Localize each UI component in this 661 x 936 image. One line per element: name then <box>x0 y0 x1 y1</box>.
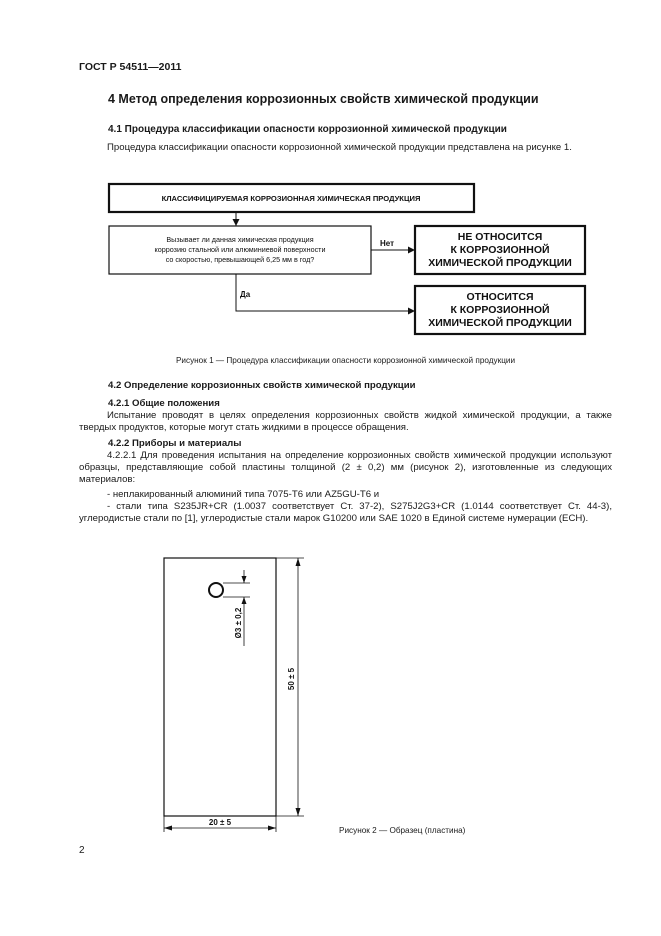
not-applicable-line-2: К КОРРОЗИОННОЙ <box>450 244 550 256</box>
subsection-4-1-text: Процедура классификации опасности коррозионной химической продукции представлена на рисунке 1. <box>107 142 572 153</box>
figure-1-caption: Рисунок 1 — Процедура классификации опасности коррозионной химической продукции <box>175 356 516 365</box>
list-item-steel: - стали типа S235JR+CR (1.0037 соответствует Ст. 37-2), S275J2G3+CR (1.0144 соответствует Ст. 44-3), углеродистые стали по [1], углеродистые стали марок G10200 или SAE 1020 в Единой системе нумерации (ECH). <box>79 501 612 525</box>
arrow-line-yes <box>236 274 409 311</box>
not-applicable-line-1: НЕ ОТНОСИТСЯ <box>457 231 543 243</box>
height-arrow-bottom <box>296 808 301 816</box>
question-line-3: со скоростью, превышающей 6,25 мм в год? <box>165 255 315 264</box>
hole-dimension-label: Ø3 ± 0,2 <box>234 607 243 639</box>
hole-arrow-top <box>242 576 247 583</box>
hole-arrow-bottom <box>242 597 247 604</box>
arrow-head-1 <box>233 219 240 226</box>
question-line-1: Вызывает ли данная химическая продукция <box>166 235 314 244</box>
document-header: ГОСТ Р 54511—2011 <box>79 61 182 73</box>
top-box-label: КЛАССИФИЦИРУЕМАЯ КОРРОЗИОННАЯ ХИМИЧЕСКАЯ ПРОДУКЦИЯ <box>161 194 421 203</box>
no-label: Нет <box>380 239 395 248</box>
subsection-4-2-1-text: Испытание проводят в целях определения коррозионных свойств жидкой химической продукции, а также твердых продуктов, которые могут стать жидкими в процессе обращения. <box>79 410 612 434</box>
list-item-aluminium: - неплакированный алюминий типа 7075-T6 или AZ5GU-T6 и <box>107 489 380 500</box>
applicable-line-3: ХИМИЧЕСКОЙ ПРОДУКЦИИ <box>428 317 572 329</box>
figure-2-drawing <box>150 548 320 838</box>
subsection-4-2-1-title: 4.2.1 Общие положения <box>108 398 220 409</box>
figure-2-caption: Рисунок 2 — Образец (пластина) <box>339 826 466 835</box>
width-arrow-right <box>268 826 276 831</box>
width-arrow-left <box>164 826 172 831</box>
height-arrow-top <box>296 558 301 566</box>
width-dimension-label: 20 ± 5 <box>208 818 232 827</box>
subsection-4-2-2-1-text: 4.2.2.1 Для проведения испытания на определение коррозионных свойств химической продукции используют образцы, представляющие собой пластины толщиной (2 ± 0,2) мм (рисунок 2), изготовленные из следующих материалов: <box>79 450 612 486</box>
section-title: 4 Метод определения коррозионных свойств химической продукции <box>108 92 539 106</box>
subsection-4-2-title: 4.2 Определение коррозионных свойств химической продукции <box>108 380 416 391</box>
applicable-line-1: ОТНОСИТСЯ <box>466 291 534 303</box>
subsection-4-2-2-title: 4.2.2 Приборы и материалы <box>108 438 242 449</box>
page-number: 2 <box>79 845 85 856</box>
hole-circle <box>209 583 223 597</box>
not-applicable-line-3: ХИМИЧЕСКОЙ ПРОДУКЦИИ <box>428 257 572 269</box>
applicable-line-2: К КОРРОЗИОННОЙ <box>450 304 550 316</box>
height-dimension-label: 50 ± 5 <box>287 667 296 691</box>
question-line-2: коррозию стальной или алюминиевой поверхности <box>154 245 326 254</box>
yes-label: Да <box>240 290 251 299</box>
figure-1-flowchart <box>0 0 661 360</box>
subsection-4-1-title: 4.1 Процедура классификации опасности коррозионной химической продукции <box>108 124 507 135</box>
